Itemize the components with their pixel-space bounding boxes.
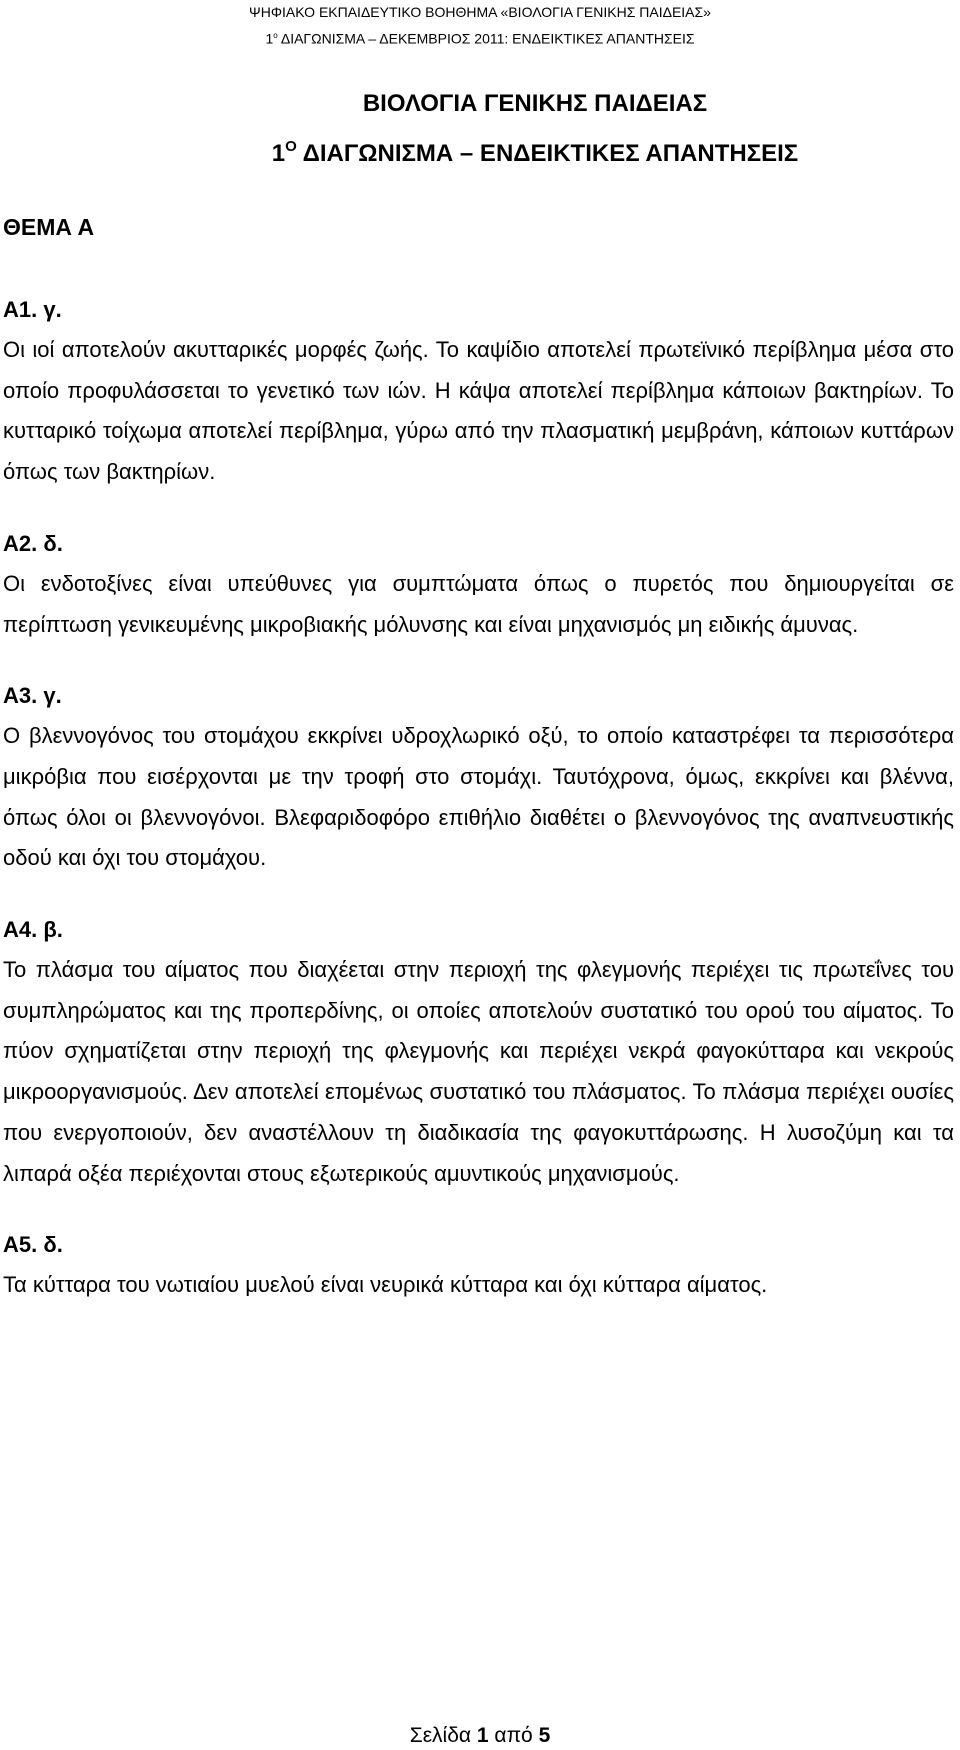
footer-page-number: 1 [476, 1724, 489, 1747]
page-footer [0, 1724, 960, 1748]
answer-text: Οι ιοί αποτελούν ακυτταρικές μορφές ζωής. Το καψίδιο αποτελεί πρωτεϊνικό περίβλημα μέσα στο οποίο προφυλάσσεται το γενετικό των ιών. Η κάψα αποτελεί περίβλημα κάποιων βακτηρίων. Το κυτταρικό τοίχωμα αποτελεί περίβλημα, γύρω από την πλασματική μεμβράνη, κάποιων κυττάρων όπως των βακτηρίων. [3, 337, 954, 485]
answer-text: Οι ενδοτοξίνες είναι υπεύθυνες για συμπτώματα όπως ο πυρετός που δημιουργείται σε περίπτωση γενικευμένης μικροβιακής μόλυνσης και είναι μηχανισμός μη ειδικής άμυνας. [3, 570, 954, 637]
answer-text: Τα κύτταρα του νωτιαίου μυελού είναι νευρικά κύτταρα και όχι κύτταρα αίματος. [3, 1272, 768, 1298]
answer-text: Το πλάσμα του αίματος που διαχέεται στην περιοχή της φλεγμονής περιέχει τις πρωτεΐνες του συμπληρώματος και της προπερδίνης, οι οποίες αποτελούν συστατικό του ορού του αίματος. Το πύον σχηματίζεται στην περιοχή της φλεγμονής και περιέχει νεκρά φαγοκύτταρα και νεκρούς μικροοργανισμούς. Δεν αποτελεί επομένως συστατικό του πλάσματος. Το πλάσμα περιέχει ουσίες που ενεργοποιούν, δεν αναστέλλουν τη διαδικασία της φαγοκυττάρωσης. Η λυσοζύμη και τα λιπαρά οξέα περιέχονται στους εξωτερικούς αμυντικούς μηχανισμούς. [3, 957, 954, 1186]
subtitle-number: 1 [271, 140, 286, 167]
answer-label: Α4. β. [3, 917, 63, 943]
subtitle-superscript: Ο [285, 138, 297, 155]
answer-section [3, 524, 954, 645]
answers-content [3, 290, 954, 1337]
answer-section [3, 676, 954, 879]
subtitle-text: ΔΙΑΓΩΝΙΣΜΑ – ΕΝΔΕΙΚΤΙΚΕΣ ΑΠΑΝΤΗΣΕΙΣ [296, 140, 799, 167]
answer-label: Α5. δ. [3, 1232, 63, 1258]
footer-total-pages: 5 [538, 1724, 551, 1747]
header-line-1: ΨΗΦΙΑΚΟ ΕΚΠΑΙΔΕΥΤΙΚΟ ΒΟΗΘΗΜΑ «ΒΙΟΛΟΓΙΑ ΓΕΝΙΚΗΣ ΠΑΙΔΕΙΑΣ» [249, 4, 711, 20]
footer-middle: από [488, 1724, 539, 1747]
answer-section [3, 290, 954, 493]
answer-label: Α2. δ. [3, 530, 63, 556]
answer-text: Ο βλεννογόνος του στομάχου εκκρίνει υδροχλωρικό οξύ, το οποίο καταστρέφει τα περισσότερα μικρόβια που εισέρχονται με την τροφή στο στομάχι. Ταυτόχρονα, όμως, εκκρίνει και βλέννα, όπως όλοι οι βλεννογόνοι. Βλεφαριδοφόρο επιθήλιο διαθέτει ο βλεννογόνος της αναπνευστικής οδού και όχι του στομάχου. [3, 723, 954, 871]
page-header [0, 0, 960, 51]
answer-label: Α3. γ. [3, 683, 62, 709]
header-number: 1 [265, 30, 274, 47]
answer-section [3, 910, 954, 1194]
header-superscript: ο [273, 31, 278, 40]
theme-heading: ΘΕΜΑ Α [3, 214, 95, 240]
answer-section [3, 1225, 954, 1306]
answer-label: Α1. γ. [3, 297, 62, 322]
document-subtitle [0, 138, 960, 168]
header-line-2-text: ΔΙΑΓΩΝΙΣΜΑ – ΔΕΚΕΜΒΡΙΟΣ 2011: ΕΝΔΕΙΚΤΙΚΕΣ ΑΠΑΝΤΗΣΕΙΣ [277, 30, 695, 47]
header-line-2 [0, 24, 960, 51]
document-title: ΒΙΟΛΟΓΙΑ ΓΕΝΙΚΗΣ ΠΑΙΔΕΙΑΣ [362, 90, 708, 117]
footer-prefix: Σελίδα [409, 1724, 477, 1747]
